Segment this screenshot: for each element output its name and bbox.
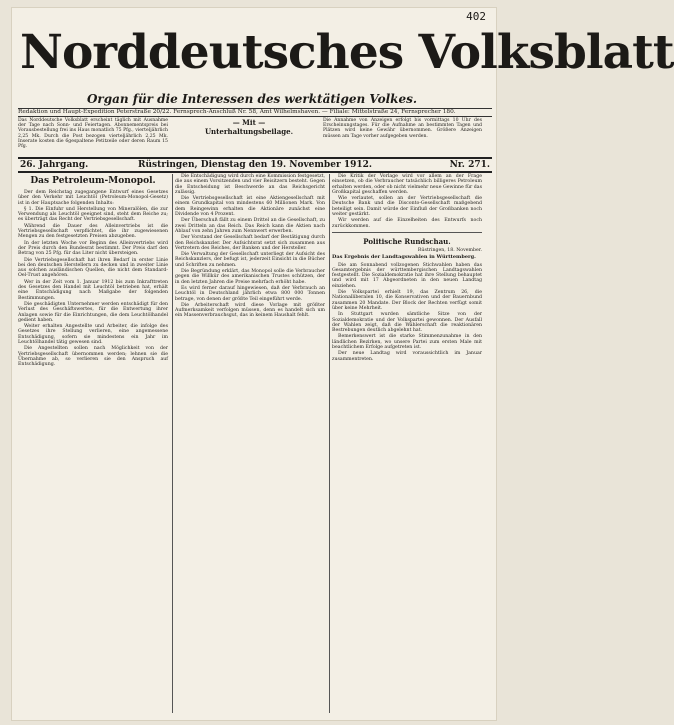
- masthead-title: Norddeutsches Volksblatt: [20, 25, 674, 80]
- paragraph: Die Vertriebsgesellschaft hat ihren Bedarf in erster Linie bei den deutschen Herstellern zu decken und in zweiter Linie aus solchen ausländischen Quellen, die nicht dem Standard-Oel-Trust angehören.: [18, 257, 168, 279]
- paragraph: In der letzten Woche vor Beginn des Alleinvertriebs wird der Preis durch den Bundesrat bestimmt. Der Preis darf den Betrag von 25 Pfg. für das Liter nicht übersteigen.: [18, 240, 168, 257]
- paragraph: Wer in der Zeit vom 1. Januar 1912 bis zum Inkrafttreten des Gesetzes den Handel mit Leuchtöl betrieben hat, erhält eine Entschädigung nach Maßgabe der folgenden Bestimmungen.: [18, 279, 168, 301]
- issue-number: Nr. 271.: [449, 160, 490, 170]
- paragraph: Die Kritik der Vorlage wird vor allem an der Frage einsetzen, ob die Verbraucher tatsächlich billigeres Petroleum erhalten werden, oder ob nicht vielmehr neue Gewinne für das Großkapital geschaffen werden.: [332, 174, 482, 195]
- paragraph: Der dem Reichstag zugegangene Entwurf eines Gesetzes über den Verkehr mit Leuchtöl (Petroleum-Monopol-Gesetz) ist in der Hauptsache folgenden Inhalts:: [18, 190, 168, 206]
- column-3: [332, 174, 482, 713]
- column-1: [18, 174, 168, 713]
- paragraph: Die Begründung erklärt, das Monopol solle die Verbraucher gegen die Willkür des amerikanischen Trustes schützen, der in den letzten Jahren die Preise mehrfach erhöht habe.: [175, 269, 325, 285]
- paragraph: Bemerkenswert ist die starke Stimmenzunahme in den ländlichen Bezirken, wo unsere Partei zum ersten Male mit beachtlichem Erfolge aufgetreten ist.: [332, 334, 482, 351]
- subscription-info: Das Norddeutsche Volksblatt erscheint täglich mit Ausnahme der Tage nach Sonn- und Feiertagen. Abonnementspreis bei Vorausbestellung frei ins Haus monatlich 75 Pfg., vierteljährlich 2,25 Mk. Durch die Post bezogen vierteljährlich 2,25 Mk. Inserate kosten die 6gespaltene Petitzeile oder deren Raum 15 Pfg.: [18, 118, 168, 150]
- paragraph: Die Verwaltung der Gesellschaft unterliegt der Aufsicht des Reichskanzlers, der befugt ist, jederzeit Einsicht in die Bücher und Schriften zu nehmen.: [175, 252, 325, 268]
- page-number: 402: [466, 10, 486, 23]
- paragraph: Es wird ferner darauf hingewiesen, daß der Verbrauch an Leuchtöl in Deutschland jährlich etwa 800 000 Tonnen betrage, von denen der größte Teil eingeführt werde.: [175, 285, 325, 302]
- paragraph: Weiter erhalten Angestellte und Arbeiter, die infolge des Gesetzes ihre Stellung verlieren, eine angemessene Entschädigung, sofern sie mindestens ein Jahr im Leuchtölhandel tätig gewesen sind.: [18, 324, 168, 346]
- paragraph: Die Angestellten sollen nach Möglichkeit von der Vertriebsgesellschaft übernommen werden; lehnen sie die Übernahme ab, so verlieren sie den Anspruch auf Entschädigung.: [18, 346, 168, 368]
- section-heading: Politische Rundschau.: [363, 236, 451, 246]
- paragraph: Die Arbeiterschaft wird diese Vorlage mit größter Aufmerksamkeit verfolgen müssen, denn es handelt sich um ein Massenverbrauchsgut, das in keinem Haushalt fehlt.: [175, 302, 325, 319]
- paragraph: Die Volkspartei erhielt 19, das Zentrum 26, die Nationalliberalen 10, die Konservativen und der Bauernbund zusammen 20 Mandate. Der Block der Rechten verfügt somit über keine Mehrheit.: [332, 290, 482, 311]
- article-body: [18, 190, 168, 368]
- article-body-continued: [175, 174, 325, 319]
- dateline: [18, 157, 492, 173]
- info-boxes: [18, 118, 492, 154]
- column-2: [175, 174, 325, 713]
- paragraph: Die am Sonnabend vollzogenen Stichwahlen haben das Gesamtergebnis der württembergischen Landtagswahlen festgestellt. Die Sozialdemokratie hat ihre Stellung behauptet und wird mit 17 Abgeordneten in den neuen Landtag einziehen.: [332, 262, 482, 289]
- news-body: [332, 263, 482, 362]
- paragraph: Der neue Landtag wird voraussichtlich im Januar zusammentreten.: [332, 351, 482, 362]
- advertising-info: Die Annahme von Anzeigen erfolgt bis vormittags 10 Uhr des Erscheinungstages. Für die Aufnahme an bestimmten Tagen und Plätzen wird keine Gewähr übernommen. Größere Anzeigen müssen am Tage vorher aufgegeben werden.: [323, 118, 482, 139]
- section-divider: [332, 232, 482, 233]
- paragraph: Während die Dauer des Alleinvertriebs ist die Vertriebsgesellschaft verpflichtet, die ihr zugewiesenen Mengen zu den festgesetzten Preisen abzugeben.: [18, 223, 168, 240]
- paragraph: Der Überschuß fällt zu einem Drittel an die Gesellschaft, zu zwei Dritteln an das Reich. Das Reich kann die Aktien nach Ablauf von zehn Jahren zum Nennwert erwerben.: [175, 218, 325, 234]
- paragraph: Wie verlautet, sollen an der Vertriebsgesellschaft die Deutsche Bank und die Disconto-Gesellschaft maßgebend beteiligt sein. Damit würde der Einfluß der Großbanken noch weiter gestärkt.: [332, 196, 482, 218]
- paragraph: Der Vorstand der Gesellschaft bedarf der Bestätigung durch den Reichskanzler. Der Aufsichtsrat setzt sich zusammen aus Vertretern des Reiches, der Banken und der Hersteller.: [175, 235, 325, 251]
- paragraph: Die geschädigten Unternehmer werden entschädigt für den Verlust des Geschäftswertes, für die Entwertung ihrer Anlagen sowie für die Einrichtungen, die dem Leuchtölhandel gedient haben.: [18, 301, 168, 323]
- supplement-notice: — Mit — Unterhaltungsbeilage.: [204, 118, 294, 136]
- paragraph: § 1. Die Einfuhr und Herstellung von Mineralölen, die zur Verwendung als Leuchtöl geeignet sind, steht dem Reiche zu; es überträgt das Recht der Vertriebsgesellschaft.: [18, 206, 168, 223]
- paragraph: Wir werden auf die Einzelheiten des Entwurfs noch zurückkommen.: [332, 218, 482, 229]
- paragraph: In Stuttgart wurden sämtliche Sitze von der Sozialdemokratie und der Volkspartei gewonnen. Der Ausfall der Wahlen zeigt, daß die Wählerschaft die reaktionären Bestrebungen deutlich abgelehnt hat.: [332, 312, 482, 334]
- section-dateline: Rüstringen, 18. November.: [417, 247, 482, 253]
- volume-year: 26. Jahrgang.: [20, 160, 89, 170]
- contact-line: Redaktion und Haupt-Expedition Peterstraße 20/22. Fernsprech-Anschluß Nr. 58, Amt Wilhelmshaven. — Filiale: Mittelstraße 24, Fernsprecher 180.: [18, 108, 492, 117]
- issue-date: Rüstringen, Dienstag den 19. November 1912.: [137, 160, 373, 170]
- masthead-subtitle: Organ für die Interessen des werktätigen Volkes.: [86, 92, 418, 106]
- paragraph: Die Entschädigung wird durch eine Kommission festgesetzt, die aus einem Vorsitzenden und vier Beisitzern besteht. Gegen die Entscheidung ist Beschwerde an das Reichsgericht zulässig.: [175, 174, 325, 195]
- article-columns: [18, 174, 492, 713]
- paragraph: Die Vertriebsgesellschaft ist eine Aktiengesellschaft mit einem Grundkapital von mindestens 60 Millionen Mark. Von dem Reingewinn erhalten die Aktionäre zunächst eine Dividende von 4 Prozent.: [175, 196, 325, 218]
- article-headline: Das Petroleum-Monopol.: [30, 176, 156, 186]
- article-body-end: [332, 174, 482, 229]
- news-subheading: Das Ergebnis der Landtagswahlen in Württemberg.: [332, 254, 476, 261]
